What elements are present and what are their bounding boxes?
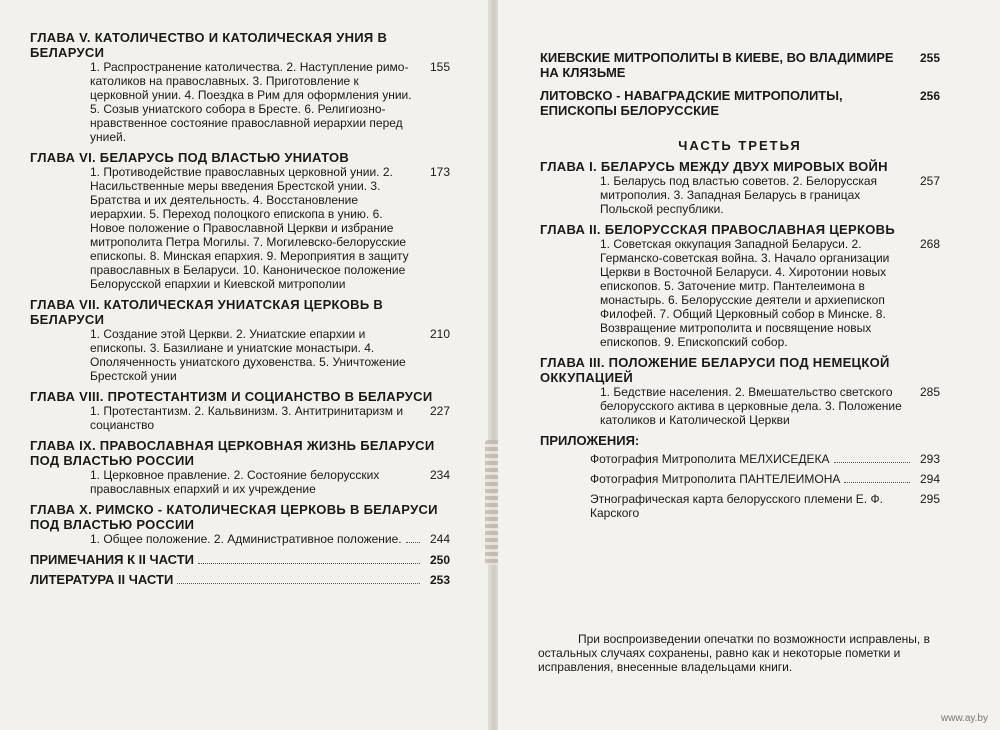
chapter-body: 1. Создание этой Церкви. 2. Униатские епархии и епископы. 3. Базилиане и униатские монастыри. 4. Ополяченность униатского духовенства. 5. Уничтожение Брестской унии	[90, 327, 406, 383]
right-chapter-list	[540, 159, 940, 427]
chapter-contents	[540, 174, 940, 216]
toc-row	[540, 50, 940, 80]
top-entry	[540, 88, 940, 118]
chapter-title: ГЛАВА IX. ПРАВОСЛАВНАЯ ЦЕРКОВНАЯ ЖИЗНЬ БЕЛАРУСИ ПОД ВЛАСТЬЮ РОССИИ	[30, 438, 435, 468]
chapter-body: 1. Общее положение. 2. Административное положение.	[90, 532, 402, 546]
chapter-contents	[30, 60, 450, 144]
toc-row	[540, 88, 940, 118]
single-title: ЛИТЕРАТУРА II ЧАСТИ	[30, 572, 174, 587]
page-number: 227	[429, 404, 450, 418]
left-single-list	[30, 552, 450, 588]
top-entry-title: ЛИТОВСКО - НАВАГРАДСКИЕ МИТРОПОЛИТЫ, ЕПИСКОПЫ БЕЛОРУССКИЕ	[540, 88, 843, 118]
chapter-contents	[30, 404, 450, 432]
chapter-body: 1. Церковное правление. 2. Состояние белорусских православных епархий и их учреждение	[90, 468, 380, 496]
single-entry	[30, 552, 450, 568]
toc-row	[90, 327, 450, 383]
right-top-list	[540, 50, 940, 118]
page-number: 256	[919, 89, 940, 103]
toc-row	[30, 552, 450, 568]
single-title: ПРИМЕЧАНИЯ К II ЧАСТИ	[30, 552, 194, 567]
page-number: 293	[919, 452, 940, 466]
dot-leader	[177, 583, 420, 584]
chapter-contents	[540, 237, 940, 349]
chapter-entry	[30, 438, 450, 496]
page-number: 173	[429, 165, 450, 179]
page-number: 244	[429, 532, 450, 546]
appendix-item	[540, 492, 940, 520]
chapter-entry	[30, 150, 450, 291]
chapter-body: 1. Противодействие православных церковной унии. 2. Насильственные меры введения Брестской унии. 3. Братства и их деятельность. 4. Восстановление иерархии. 5. Переход полоцкого епископа в унию. 6. Новое положение о Православной Церкви и избрание митрополита Петра Могилы. 7. Могилевско-белорусские епископы. 8. Минская епархия. 9. Мероприятия в защиту православных в Беларуси. 10. Каноническое положение Белорусской епархии и Киевской митрополии	[90, 165, 409, 291]
right-page	[498, 0, 1000, 730]
appendix-item-title: Фотография Митрополита МЕЛХИСЕДЕКА	[590, 452, 830, 466]
chapter-contents	[30, 532, 450, 546]
chapter-title: ГЛАВА VIII. ПРОТЕСТАНТИЗМ И СОЦИАНСТВО В БЕЛАРУСИ	[30, 389, 433, 404]
chapter-body: 1. Распространение католичества. 2. Наступление римо-католиков на православных. 3. Приготовление к церковной унии. 4. Поездка в Рим для оформления унии. 5. Созыв униатского собора в Бресте. 6. Религиозно-нравственное состояние православной иерархии перед унией.	[90, 60, 412, 144]
chapter-title: ГЛАВА V. КАТОЛИЧЕСТВО И КАТОЛИЧЕСКАЯ УНИЯ В БЕЛАРУСИ	[30, 30, 388, 60]
reprint-note	[538, 632, 978, 674]
chapter-entry	[30, 30, 450, 144]
chapter-title: ГЛАВА II. БЕЛОРУССКАЯ ПРАВОСЛАВНАЯ ЦЕРКОВЬ	[540, 222, 895, 237]
toc-row	[90, 532, 450, 546]
dot-leader	[198, 563, 420, 564]
chapter-contents	[30, 468, 450, 496]
single-entry	[30, 572, 450, 588]
chapter-entry	[30, 297, 450, 383]
page-number: 295	[919, 492, 940, 506]
chapter-title: ГЛАВА VII. КАТОЛИЧЕСКАЯ УНИАТСКАЯ ЦЕРКОВЬ В БЕЛАРУСИ	[30, 297, 384, 327]
part-title: ЧАСТЬ ТРЕТЬЯ	[678, 138, 802, 153]
appendix-item	[540, 472, 940, 486]
toc-row	[90, 60, 450, 144]
page-number: 285	[919, 385, 940, 399]
page-number: 268	[919, 237, 940, 251]
toc-row	[590, 472, 940, 486]
page-number: 155	[429, 60, 450, 74]
top-entry	[540, 50, 940, 80]
toc-row	[600, 237, 940, 349]
chapter-title: ГЛАВА III. ПОЛОЖЕНИЕ БЕЛАРУСИ ПОД НЕМЕЦКОЙ ОККУПАЦИЕЙ	[540, 355, 890, 385]
page-number: 255	[919, 51, 940, 65]
dot-leader	[844, 482, 910, 483]
appendix-item-title: Этнографическая карта белорусского племени Е. Ф. Карского	[590, 492, 883, 520]
appendix-item-title: Фотография Митрополита ПАНТЕЛЕИМОНА	[590, 472, 841, 486]
appendix-title: ПРИЛОЖЕНИЯ:	[540, 433, 640, 448]
reprint-note-text: При воспроизведении опечатки по возможности исправлены, в остальных случаях сохранены, равно как и некоторые пометки и исправления, внесенные владельцами книги.	[538, 632, 930, 674]
toc-row	[90, 165, 450, 291]
appendix-item	[540, 452, 940, 466]
page-number: 253	[429, 573, 450, 587]
chapter-contents	[30, 327, 450, 383]
chapter-title: ГЛАВА I. БЕЛАРУСЬ МЕЖДУ ДВУХ МИРОВЫХ ВОЙН	[540, 159, 888, 174]
top-entry-title: КИЕВСКИЕ МИТРОПОЛИТЫ В КИЕВЕ, ВО ВЛАДИМИРЕ НА КЛЯЗЬМЕ	[540, 50, 894, 80]
chapter-contents	[30, 165, 450, 291]
chapter-title: ГЛАВА X. РИМСКО - КАТОЛИЧЕСКАЯ ЦЕРКОВЬ В БЕЛАРУСИ ПОД ВЛАСТЬЮ РОССИИ	[30, 502, 438, 532]
chapter-entry	[540, 355, 940, 427]
toc-row	[30, 572, 450, 588]
chapter-contents	[540, 385, 940, 427]
left-chapter-list	[30, 30, 450, 546]
toc-row	[590, 492, 940, 520]
appendix-list	[540, 452, 940, 520]
chapter-entry	[30, 389, 450, 432]
chapter-body: 1. Бедствие населения. 2. Вмешательство светского белорусского актива в церковные дела. 3. Положение католиков и Католической Церкви	[600, 385, 902, 427]
chapter-body: 1. Беларусь под властью советов. 2. Белорусская митрополия. 3. Западная Беларусь в границах Польской республики.	[600, 174, 878, 216]
page-number: 294	[919, 472, 940, 486]
page-number: 234	[429, 468, 450, 482]
left-page	[0, 0, 490, 730]
chapter-entry	[540, 159, 940, 216]
chapter-title: ГЛАВА VI. БЕЛАРУСЬ ПОД ВЛАСТЬЮ УНИАТОВ	[30, 150, 350, 165]
chapter-entry	[540, 222, 940, 349]
toc-row	[90, 404, 450, 432]
chapter-entry	[30, 502, 450, 546]
toc-row	[90, 468, 450, 496]
chapter-body: 1. Протестантизм. 2. Кальвинизм. 3. Антитринитаризм и социанство	[90, 404, 404, 432]
page-number: 250	[429, 553, 450, 567]
toc-row	[600, 385, 940, 427]
toc-row	[590, 452, 940, 466]
chapter-body: 1. Советская оккупация Западной Беларуси. 2. Германско-советская война. 3. Начало организации Церкви в Восточной Беларуси. 4. Хиротонии новых епископов. 5. Заточение митр. Пантелеимона в монастырь. 6. Белорусские деятели и архиепископ Филофей. 7. Общий Церковный собор в Минске. 8. Возвращение митрополита и посвящение новых епископов. 9. Епископский собор.	[600, 237, 890, 349]
dot-leader	[834, 462, 910, 463]
watermark: www.ay.by	[940, 713, 988, 724]
dot-leader	[406, 542, 420, 543]
page-number: 257	[919, 174, 940, 188]
page-number: 210	[429, 327, 450, 341]
toc-row	[600, 174, 940, 216]
